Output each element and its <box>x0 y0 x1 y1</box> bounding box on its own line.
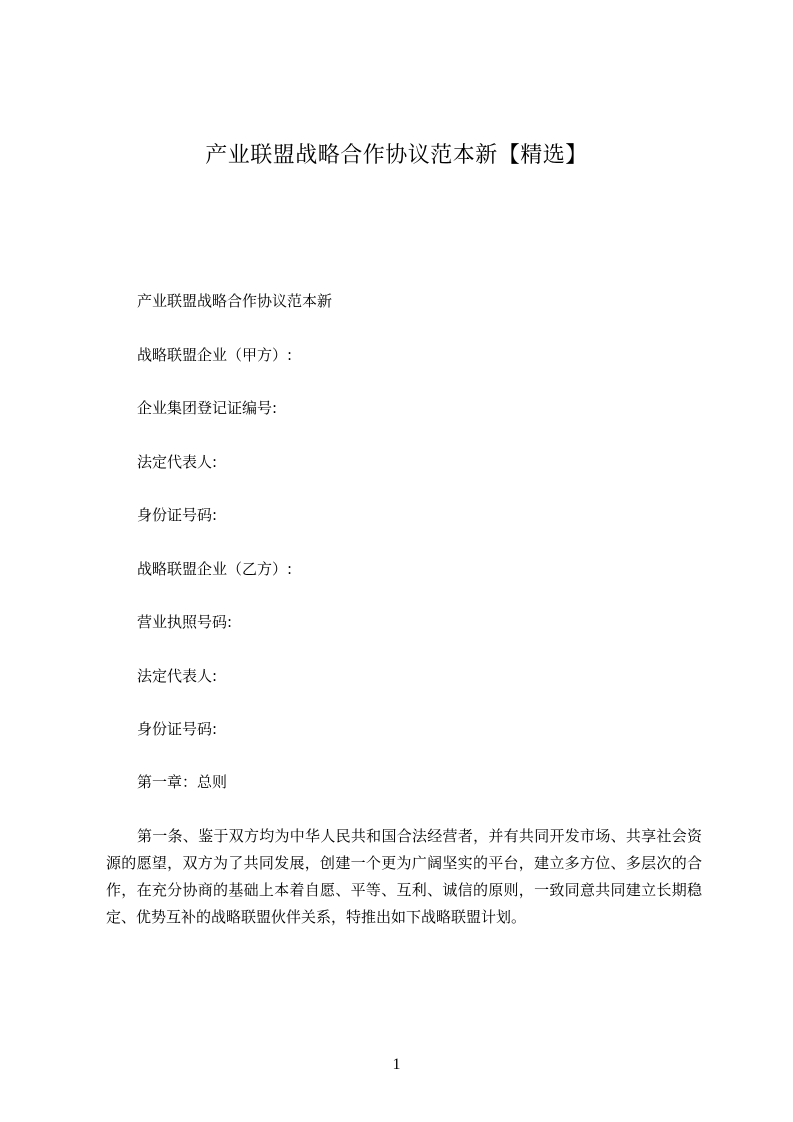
business-license-label: 营业执照号码: <box>137 613 233 631</box>
party-a-label: 战略联盟企业（甲方）: <box>137 346 293 364</box>
id-number-b-label: 身份证号码: <box>137 720 218 738</box>
page-number: 1 <box>392 1056 401 1073</box>
id-number-a-label: 身份证号码: <box>137 506 218 524</box>
party-b-label: 战略联盟企业（乙方）: <box>137 560 293 578</box>
article-one-paragraph: 第一条、鉴于双方均为中华人民共和国合法经营者，并有共同开发市场、共享社会资源的愿望，双方为了共同发展，创建一个更为广阔坚实的平台，建立多方位、多层次的合作，在充分协商的基础上本着自愿、平等、互利、诚信的原则，一致同意共同建立长期稳定、优势互补的战略联盟伙伴关系，特推出如下战略联盟计划。 <box>106 827 702 926</box>
document-title: 产业联盟战略合作协议范本新【精选】 <box>205 143 588 168</box>
legal-representative-b-label: 法定代表人: <box>137 667 218 685</box>
registration-number-label: 企业集团登记证编号: <box>137 399 278 417</box>
legal-representative-a-label: 法定代表人: <box>137 453 218 471</box>
document-subtitle: 产业联盟战略合作协议范本新 <box>137 292 333 310</box>
chapter-heading: 第一章：总则 <box>137 773 228 791</box>
